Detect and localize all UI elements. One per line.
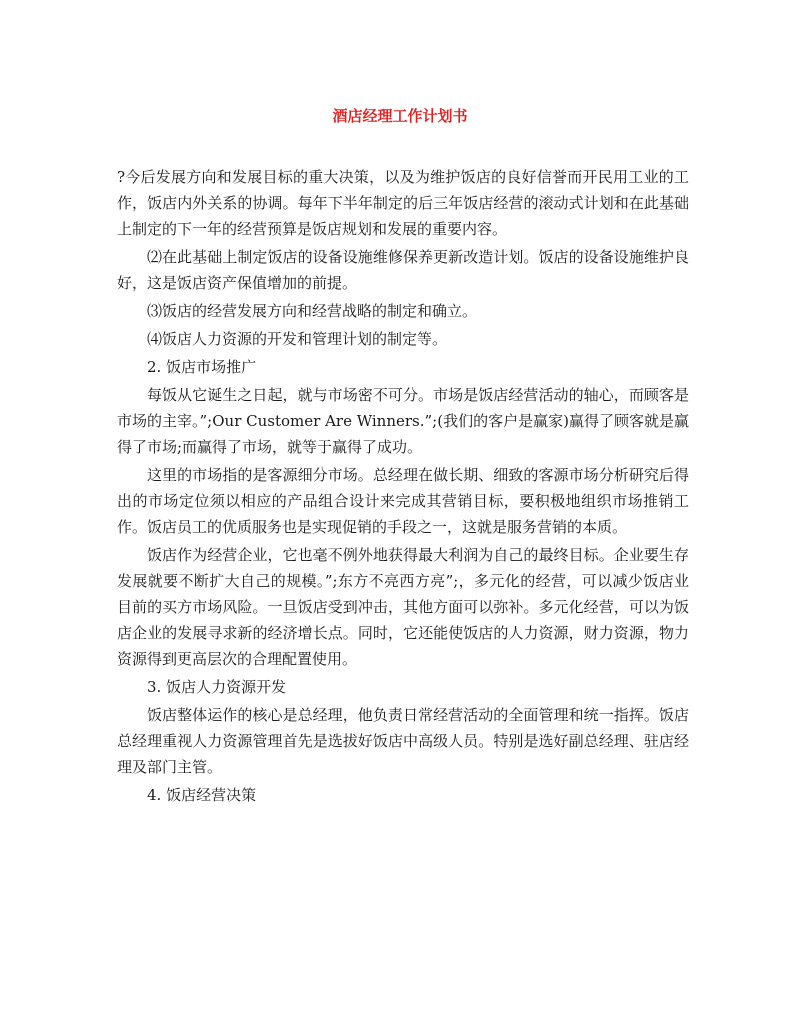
paragraph: ⑵在此基础上制定饭店的设备设施维修保养更新改造计划。饭店的设备设施维护良好，这是饭店资产保值增加的前提。 [117, 248, 689, 292]
document-body [117, 164, 689, 810]
paragraph: ⑶饭店的经营发展方向和经营战略的制定和确立。 [147, 302, 478, 320]
section-heading: 3. 饭店人力资源开发 [147, 678, 287, 696]
document-title: 酒店经理工作计划书 [332, 107, 468, 125]
section-heading: 2. 饭店市场推广 [147, 358, 257, 376]
section-heading: 4. 饭店经营决策 [147, 786, 257, 804]
paragraph: 这里的市场指的是客源细分市场。总经理在做长期、细致的客源市场分析研究后得出的市场定位须以相应的产品组合设计来完成其营销目标，要积极地组织市场推销工作。饭店员工的优质服务也是实现促销的手段之一，这就是服务营销的本质。 [117, 466, 689, 536]
paragraph: 饭店整体运作的核心是总经理，他负责日常经营活动的全面管理和统一指挥。饭店总经理重视人力资源管理首先是选拔好饭店中高级人员。特别是选好副总经理、驻店经理及部门主管。 [117, 706, 689, 776]
paragraph: 每饭从它诞生之日起，就与市场密不可分。市场是饭店经营活动的轴心，而顾客是市场的主宰。”;Our Customer Are Winners.”;(我们的客户是赢家)赢得了顾客就是赢得了市场;而赢得了市场，就等于赢得了成功。 [117, 386, 689, 456]
paragraph: ?今后发展方向和发展目标的重大决策，以及为维护饭店的良好信誉而开民用工业的工作，饭店内外关系的协调。每年下半年制定的后三年饭店经营的滚动式计划和在此基础上制定的下一年的经营预算是饭店规划和发展的重要内容。 [117, 168, 689, 238]
paragraph: ⑷饭店人力资源的开发和管理计划的制定等。 [147, 330, 448, 348]
paragraph: 饭店作为经营企业，它也毫不例外地获得最大利润为自己的最终目标。企业要生存发展就要不断扩大自己的规模。”;东方不亮西方亮”;，多元化的经营，可以减少饭店业目前的买方市场风险。一旦饭店受到冲击，其他方面可以弥补。多元化经营，可以为饭店企业的发展寻求新的经济增长点。同时，它还能使饭店的人力资源，财力资源，物力资源得到更高层次的合理配置使用。 [117, 546, 689, 668]
